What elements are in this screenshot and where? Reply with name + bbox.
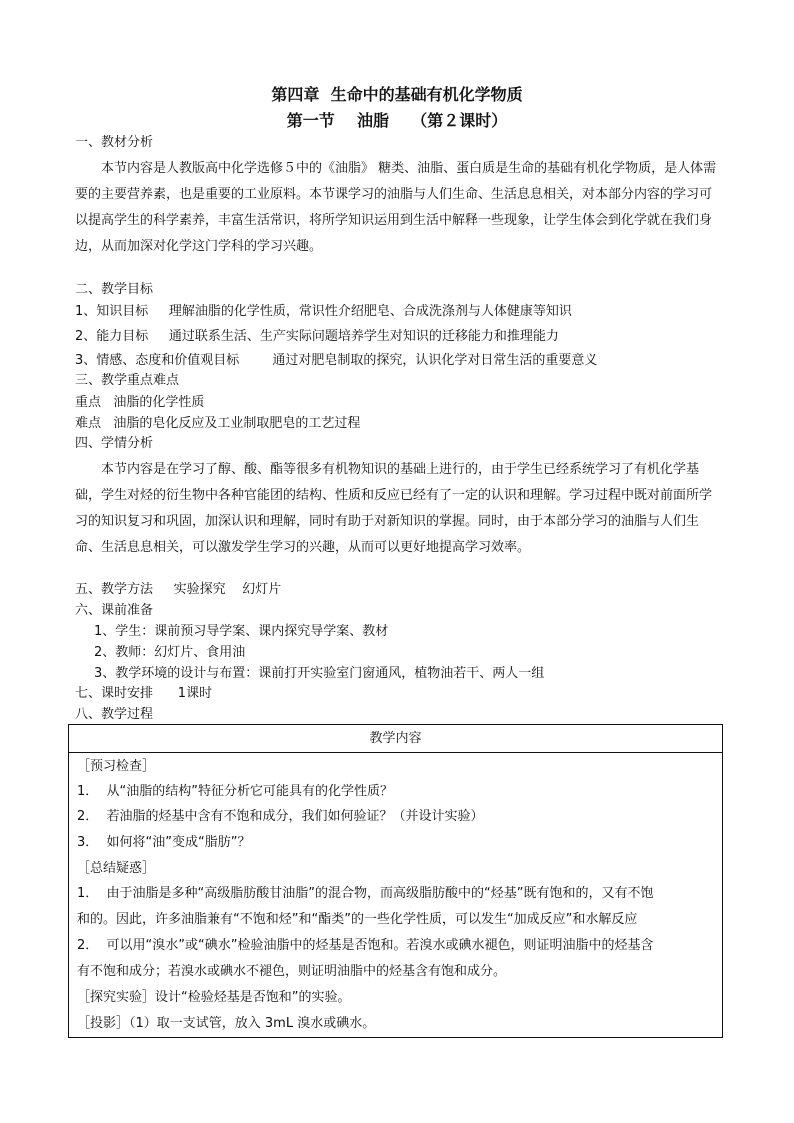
table-line: 3． 如何将“油”变成“脂肪”？ [77, 835, 251, 850]
table-line: 2． 可以用“溴水”或“碘水”检验油脂中的烃基是否饱和。若溴水或碘水褪色，则证明油脂中的烃基含 [77, 938, 654, 953]
heading-preparation: 六、课前准备 [75, 603, 154, 618]
heading-student-analysis: 四、学情分析 [75, 436, 154, 451]
table-line: 1． 由于油脂是多种“高级脂肪酸甘油脂”的混合物，而高级脂肪酸中的“烃基”既有饱和的，又有不饱 [77, 886, 654, 901]
table-line: ［投影］（1）取一支试管，放入 3mL 溴水或碘水。 [77, 1016, 376, 1031]
goal-knowledge: 1、知识目标 理解油脂的化学性质，常识性介绍肥皂、合成洗涤剂与人体健康等知识 [75, 304, 572, 319]
section-title: 第一节 油脂 （第２课时） [286, 111, 508, 130]
textbook-analysis-paragraph: 本节内容是人教版高中化学选修５中的《油脂》 糖类、油脂、蛋白质是生命的基础有机化学物质，是人体需要的主要营养素，也是重要的工业原料。本节课学习的油脂与人们生命、生活息息相关，对本部分内容的学习可以提高学生的科学素养，丰富生活常识，将所学知识运用到生活中解释一些现象，让学生体会到化学就在我们身边，从而加深对化学这门学科的学习兴趣。 [75, 161, 717, 254]
table-header: 教学内容 [69, 725, 722, 753]
table-line: 有不饱和成分；若溴水或碘水不褪色，则证明油脂中的烃基含有饱和成分。 [77, 964, 507, 979]
goal-ability: 2、能力目标 通过联系生活、生产实际问题培养学生对知识的迁移能力和推理能力 [75, 329, 559, 344]
goal-emotion: 3、情感、态度和价值观目标 通过对肥皂制取的探究，认识化学对日常生活的重要意义 [75, 353, 598, 368]
table-line: ［预习检查］ [77, 759, 156, 774]
table-line: ［探究实验］设计“检验烃基是否饱和”的实验。 [77, 990, 351, 1005]
heading-teaching-process: 八、教学过程 [75, 707, 154, 722]
table-line: 2． 若油脂的烃基中含有不饱和成分，我们如何验证？（并设计实验） [77, 809, 484, 824]
teaching-methods: 五、教学方法 实验探究 幻灯片 [75, 582, 282, 597]
heading-teaching-goals: 二、教学目标 [75, 282, 154, 297]
table-line: ［总结疑惑］ [77, 861, 156, 876]
table-line: 和的。因此，许多油脂兼有“不饱和烃”和“酯类”的一些化学性质，可以发生“加成反应”和水解反应 [77, 912, 638, 927]
prep-environment: 3、教学环境的设计与布置：课前打开实验室门窗通风，植物油若干、两人一组 [94, 666, 545, 681]
chapter-title: 第四章 生命中的基础有机化学物质 [271, 85, 523, 104]
heading-key-difficult-points: 三、教学重点难点 [75, 373, 180, 388]
key-point: 重点 油脂的化学性质 [75, 395, 205, 410]
teaching-content-table [68, 724, 723, 1038]
student-analysis-paragraph: 本节内容是在学习了醇、酸、酯等很多有机物知识的基础上进行的，由于学生已经系统学习了有机化学基础，学生对烃的衍生物中各种官能团的结构、性质和反应已经有了一定的认识和理解。学习过程中既对前面所学习的知识复习和巩固，加深认识和理解，同时有助于对新知识的掌握。同时，由于本部分学习的油脂与人们生命、生活息息相关，可以激发学生学习的兴趣，从而可以更好地提高学习效率。 [75, 462, 713, 555]
prep-students: 1、学生：课前预习导学案、课内探究导学案、教材 [94, 624, 389, 639]
table-line: 1． 从“油脂的结构”特征分析它可能具有的化学性质？ [77, 784, 394, 799]
heading-textbook-analysis: 一、教材分析 [75, 135, 154, 150]
class-hours: 七、课时安排 1课时 [75, 686, 213, 701]
prep-teacher: 2、教师：幻灯片、食用油 [94, 645, 246, 660]
difficult-point: 难点 油脂的皂化反应及工业制取肥皂的工艺过程 [75, 416, 361, 431]
